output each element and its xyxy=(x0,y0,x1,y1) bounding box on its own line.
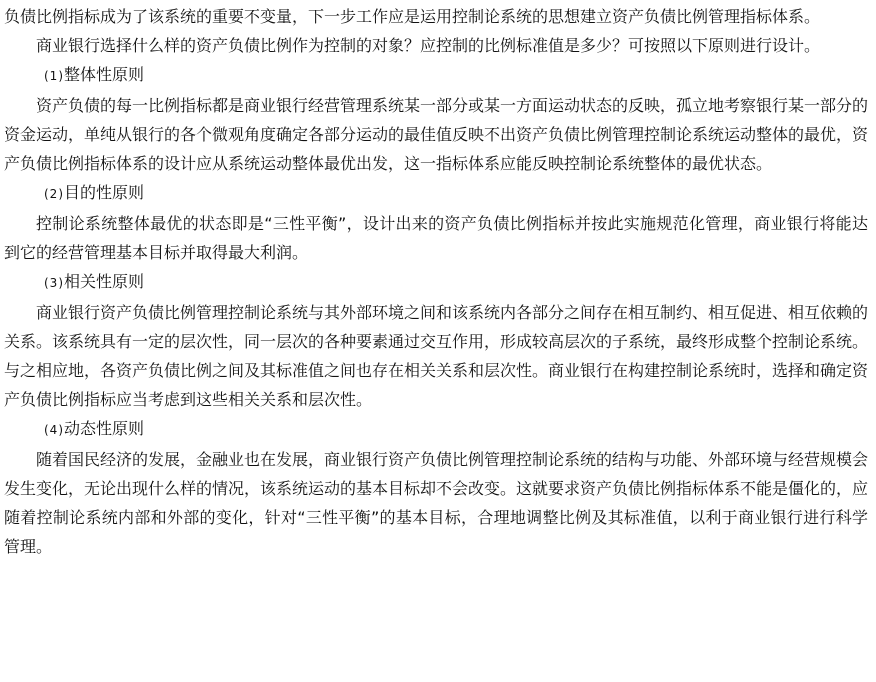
intro-question-paragraph: 商业银行选择什么样的资产负债比例作为控制的对象？应控制的比例标准值是多少？可按照以下原则进行设计。 xyxy=(36,36,821,55)
principle-body-3: 商业银行资产负债比例管理控制论系统与其外部环境之间和该系统内各部分之间存在相互制约、相互促进、相互依赖的关系。该系统具有一定的层次性，同一层次的各种要素通过交互作用，形成较高层次的子系统，最终形成整个控制论系统。与之相应地，各资产负债比例之间及其标准值之间也存在相关关系和层次性。商业银行在构建控制论系统时，选择和确定资产负债比例指标应当考虑到这些相关关系和层次性。 xyxy=(4,303,869,409)
principle-body-2: 控制论系统整体最优的状态即是“三性平衡”，设计出来的资产负债比例指标并按此实施规范化管理，商业银行将能达到它的经营管理基本目标并取得最大利润。 xyxy=(4,214,868,262)
principle-number: (4) xyxy=(44,423,64,437)
intro-continuation-paragraph: 负债比例指标成为了该系统的重要不变量，下一步工作应是运用控制论系统的思想建立资产负债比例管理指标体系。 xyxy=(4,7,821,26)
principle-body-1: 资产负债的每一比例指标都是商业银行经营管理系统某一部分或某一方面运动状态的反映，孤立地考察银行某一部分的资金运动，单纯从银行的各个微观角度确定各部分运动的最佳值反映不出资产负债比例管理控制论系统运动整体的最优，资产负债比例指标体系的设计应从系统运动整体最优出发，这一指标体系应能反映控制论系统整体的最优状态。 xyxy=(4,96,869,173)
principle-heading-4 xyxy=(4,414,868,445)
principle-number: (1) xyxy=(44,69,64,83)
principle-heading-1 xyxy=(4,60,868,91)
principle-body-4: 随着国民经济的发展，金融业也在发展，商业银行资产负债比例管理控制论系统的结构与功能、外部环境与经营规模会发生变化，无论出现什么样的情况，该系统运动的基本目标却不会改变。这就要求资产负债比例指标体系不能是僵化的，应随着控制论系统内部和外部的变化，针对“三性平衡”的基本目标，合理地调整比例及其标准值，以利于商业银行进行科学管理。 xyxy=(4,450,869,556)
principle-heading-2 xyxy=(4,178,868,209)
principle-title: 整体性原则 xyxy=(64,65,145,84)
principle-title: 目的性原则 xyxy=(64,183,145,202)
principle-title: 相关性原则 xyxy=(64,272,145,291)
principle-number: (2) xyxy=(44,187,64,201)
principle-heading-3 xyxy=(4,267,868,298)
principle-number: (3) xyxy=(44,276,64,290)
principle-title: 动态性原则 xyxy=(64,419,145,438)
